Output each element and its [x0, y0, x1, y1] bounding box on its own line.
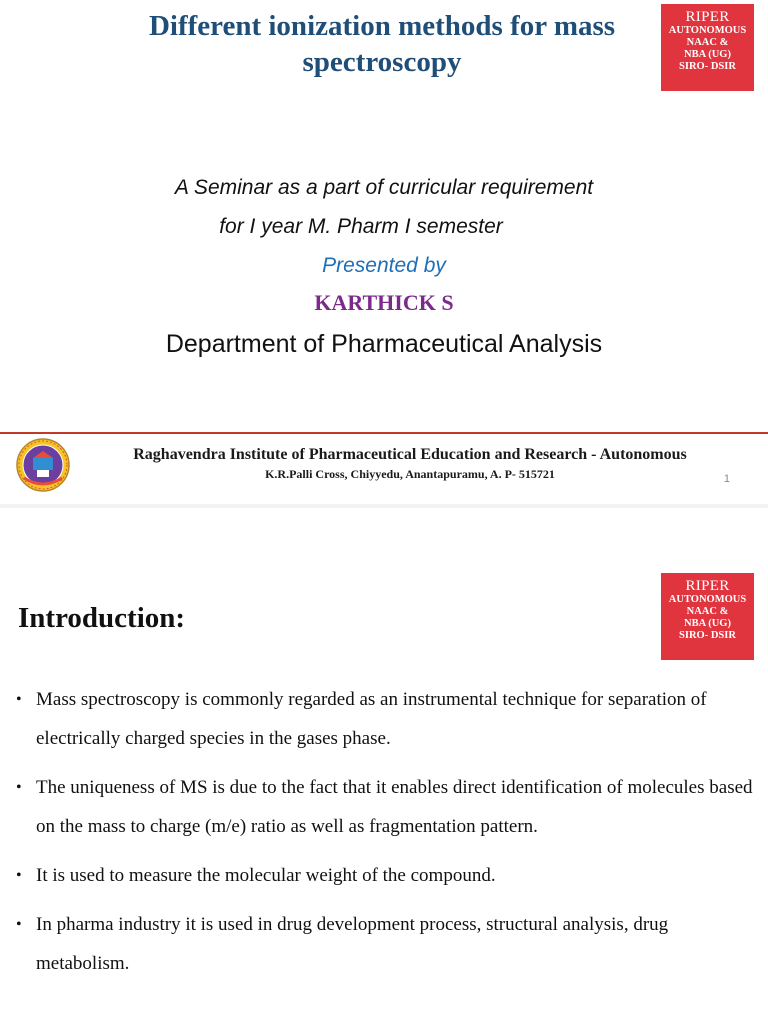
list-item [16, 680, 756, 758]
institute-address: K.R.Palli Cross, Chiyyedu, Anantapuramu, A. P- 515721 [265, 467, 555, 481]
list-item [16, 856, 756, 895]
title-slide [0, 0, 768, 504]
bullet-text: The uniqueness of MS is due to the fact that it enables direct identification of molecules based on the mass to charge (m/e) ratio as well as fragmentation pattern. [36, 777, 753, 837]
bullet-icon: • [16, 691, 22, 708]
bullet-list [16, 680, 756, 993]
badge-line: NBA (UG) [684, 618, 731, 629]
riper-badge [661, 573, 754, 660]
bullet-text: It is used to measure the molecular weight of the compound. [36, 865, 496, 886]
list-item [16, 768, 756, 846]
badge-line: AUTONOMOUS [668, 25, 747, 36]
riper-badge [661, 4, 754, 91]
list-item [16, 905, 756, 983]
badge-line: SIRO- DSIR [679, 630, 736, 641]
badge-line: SIRO- DSIR [679, 61, 736, 72]
author-name: KARTHICK S [314, 290, 454, 315]
department: Department of Pharmaceutical Analysis [165, 330, 603, 358]
badge-line: NAAC & [686, 606, 729, 617]
badge-line: NAAC & [686, 37, 729, 48]
presented-by: Presented by [322, 254, 446, 277]
bullet-icon: • [16, 867, 22, 884]
badge-line: NBA (UG) [684, 49, 731, 60]
badge-line: AUTONOMOUS [668, 594, 747, 605]
section-heading: Introduction: [18, 602, 186, 634]
bullet-icon: • [16, 916, 22, 933]
slide-title: Different ionization methods for mass spectroscopy [148, 10, 616, 78]
bullet-icon: • [16, 779, 22, 796]
introduction-slide [0, 508, 768, 1024]
institute-logo-icon [16, 438, 70, 492]
footer-divider [0, 432, 768, 434]
slide-footer [0, 432, 768, 504]
bullet-text: Mass spectroscopy is commonly regarded as an instrumental technique for separation of electrically charged species in the gases phase. [36, 689, 707, 749]
institute-name: Raghavendra Institute of Pharmaceutical Education and Research - Autonomous [133, 446, 687, 463]
badge-name: RIPER [685, 9, 730, 25]
bullet-text: In pharma industry it is used in drug development process, structural analysis, drug metabolism. [36, 914, 669, 974]
badge-name: RIPER [685, 578, 730, 594]
seminar-line-1: A Seminar as a part of curricular requirement [174, 176, 594, 199]
page-number: 1 [723, 473, 730, 485]
seminar-line-2: for I year M. Pharm I semester [219, 215, 503, 238]
